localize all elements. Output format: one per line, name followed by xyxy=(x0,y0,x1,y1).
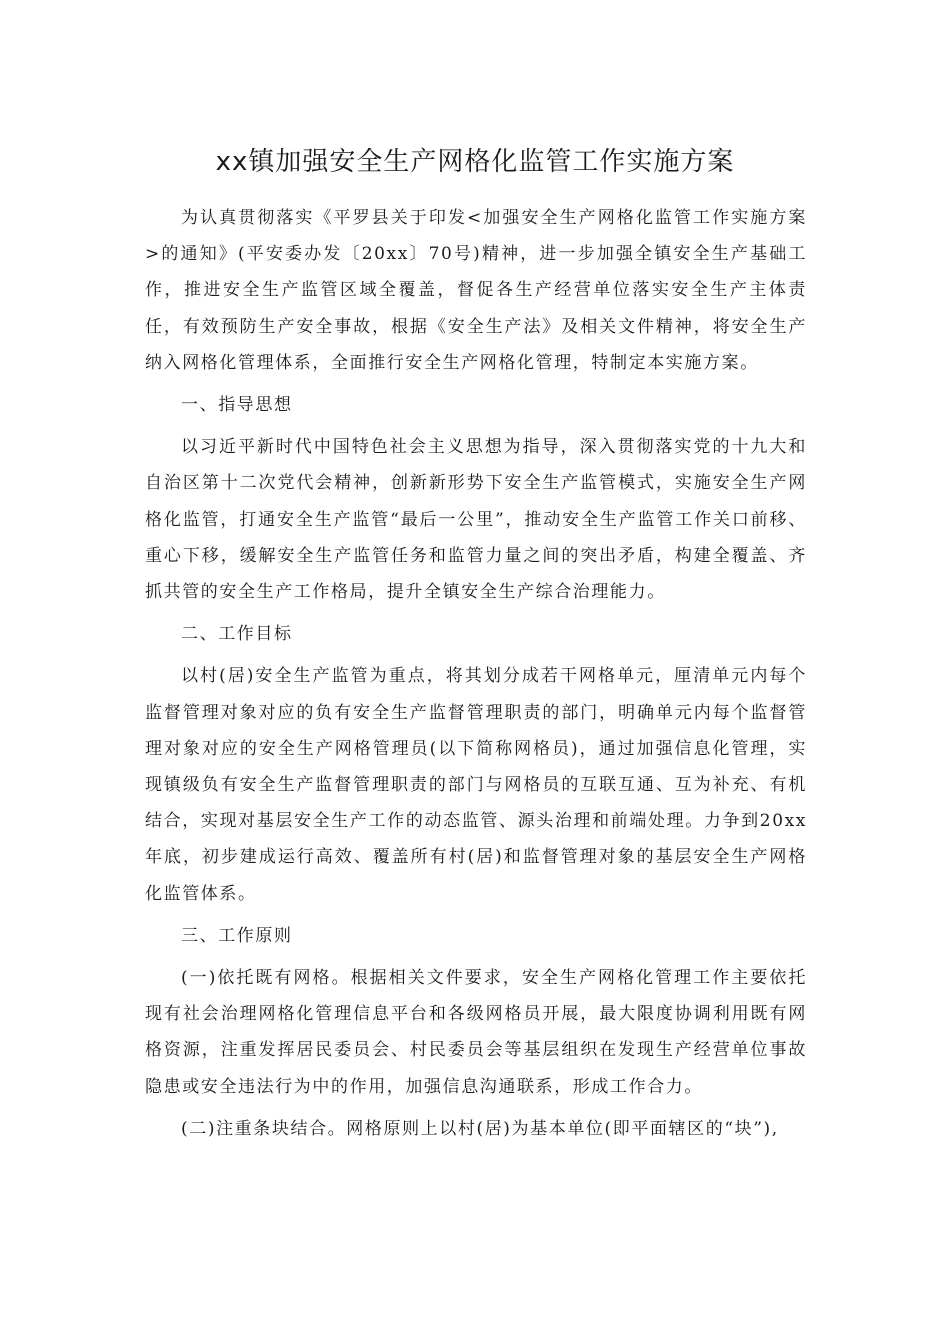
section-paragraph-principle-1: (一)依托既有网格。根据相关文件要求，安全生产网格化管理工作主要依托现有社会治理网格化管理信息平台和各级网格员开展，最大限度协调利用既有网格资源，注重发挥居民委员会、村民委员会等基层组织在发现生产经营单位事故隐患或安全违法行为中的作用，加强信息沟通联系，形成工作合力。 xyxy=(145,968,807,1097)
document-body xyxy=(145,200,807,1147)
section-heading-guiding-thought: 一、指导思想 xyxy=(181,395,293,416)
section-heading-work-principles: 三、工作原则 xyxy=(181,925,293,946)
section-heading-work-goals: 二、工作目标 xyxy=(181,624,293,645)
intro-paragraph: 为认真贯彻落实《平罗县关于印发<加强安全生产网格化监管工作实施方案>的通知》(平安委办发〔20xx〕70号)精神，进一步加强全镇安全生产基础工作，推进安全生产监管区域全覆盖，督促各生产经营单位落实安全生产主体责任，有效预防生产安全事故，根据《安全生产法》及相关文件精神，将安全生产纳入网格化管理体系，全面推行安全生产网格化管理，特制定本实施方案。 xyxy=(145,208,807,373)
document-title: xx镇加强安全生产网格化监管工作实施方案 xyxy=(215,147,735,177)
section-paragraph-principle-2: (二)注重条块结合。网格原则上以村(居)为基本单位(即平面辖区的“块”), xyxy=(181,1118,779,1139)
section-paragraph-work-goals: 以村(居)安全生产监管为重点，将其划分成若干网格单元，厘清单元内每个监督管理对象对应的负有安全生产监督管理职责的部门，明确单元内每个监督管理对象对应的安全生产网格管理员(以下简称网格员)，通过加强信息化管理，实现镇级负有安全生产监督管理职责的部门与网格员的互联互通、互为补充、有机结合，实现对基层安全生产工作的动态监管、源头治理和前端处理。力争到20xx年底，初步建成运行高效、覆盖所有村(居)和监督管理对象的基层安全生产网格化监管体系。 xyxy=(145,666,807,904)
section-paragraph-guiding-thought: 以习近平新时代中国特色社会主义思想为指导，深入贯彻落实党的十九大和自治区第十二次党代会精神，创新新形势下安全生产监管模式，实施安全生产网格化监管，打通安全生产监管“最后一公里”，推动安全生产监管工作关口前移、重心下移，缓解安全生产监管任务和监管力量之间的突出矛盾，构建全覆盖、齐抓共管的安全生产工作格局，提升全镇安全生产综合治理能力。 xyxy=(145,437,807,603)
